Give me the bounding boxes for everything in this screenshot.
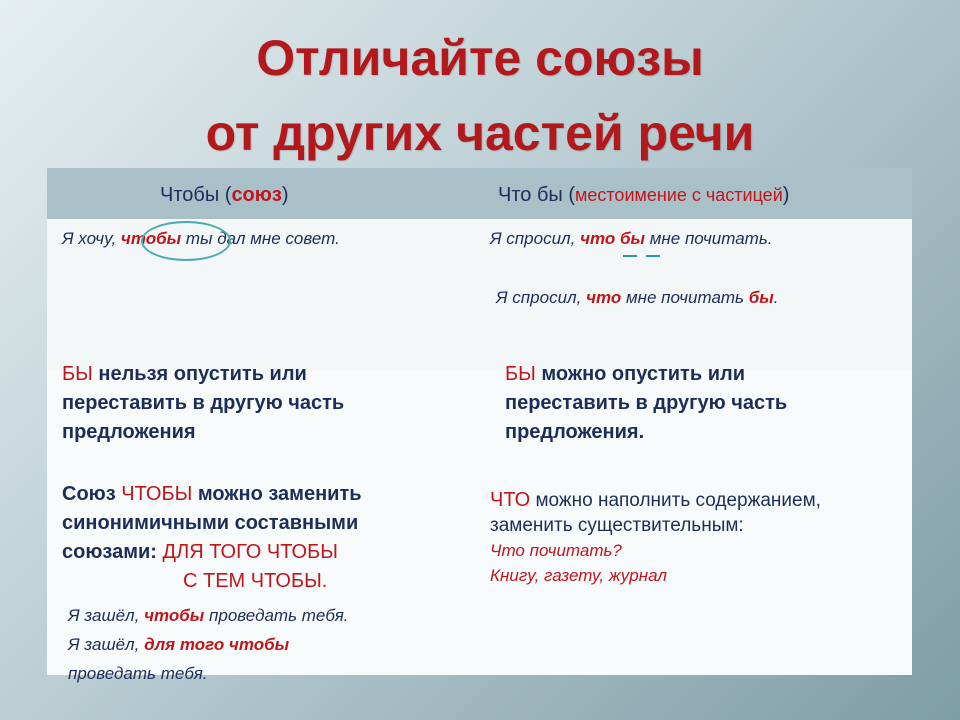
left-examples-2-hl1: чтобы (144, 606, 205, 625)
right-rule-1: БЫ можно опустить или переставить в другую часть предложения. (505, 363, 788, 443)
left-example: Я хочу, чтобы ты дал мне совет. (62, 229, 340, 248)
header-right-type: местоимение с частицей (575, 185, 783, 205)
right-rule-2-highlight: ЧТО (490, 489, 531, 511)
title-line-1: Отличайте союзы (256, 30, 704, 86)
right-example-2-hl1: что (586, 288, 622, 307)
header-left-type: союз (231, 184, 282, 206)
underline-mark-2 (646, 255, 660, 257)
right-example-1-hl1: что (580, 229, 616, 248)
right-rule-2-question: Что почитать? (490, 541, 622, 560)
header-right: Что бы (местоимение с частицей) (498, 184, 790, 206)
left-example-highlight: чтобы (120, 229, 182, 248)
header-left-word: Чтобы (160, 184, 220, 206)
synonym-1: ДЛЯ ТОГО ЧТОБЫ (162, 541, 338, 563)
right-example-2-hl2: бы (748, 288, 774, 307)
header-left: Чтобы (союз) (160, 184, 289, 206)
left-rule-2-highlight: ЧТОБЫ (121, 483, 193, 505)
left-examples-2-hl2: для того чтобы (144, 635, 290, 654)
right-rule-1-highlight: БЫ (505, 363, 536, 385)
header-right-word: Что бы (498, 184, 563, 206)
synonym-2: С ТЕМ ЧТОБЫ. (183, 570, 328, 592)
left-rule-1: БЫ нельзя опустить или переставить в другую часть предложения (62, 363, 345, 443)
left-rule-1-highlight: БЫ (62, 363, 93, 385)
title-line-2: от других частей речи (205, 105, 755, 161)
right-rule-2-answer: Книгу, газету, журнал (490, 566, 667, 585)
underline-mark-1 (623, 255, 637, 257)
left-rule-2: Союз ЧТОБЫ можно заменить синонимичными составными союзами: ДЛЯ ТОГО ЧТОБЫ С ТЕМ ЧТОБЫ. (62, 483, 362, 592)
left-examples-2: Я зашёл, чтобы проведать тебя. Я зашёл, для того чтобы проведать тебя. (68, 606, 349, 683)
right-example-2: Я спросил, что мне почитать бы. (496, 288, 779, 307)
right-rule-2: ЧТО можно наполнить содержанием, заменить существительным: Что почитать? Книгу, газету, журнал (490, 488, 821, 588)
right-example-1-hl2: бы (620, 229, 646, 248)
right-example-1: Я спросил, что бы мне почитать. (490, 229, 773, 248)
highlight-circle (141, 221, 231, 261)
